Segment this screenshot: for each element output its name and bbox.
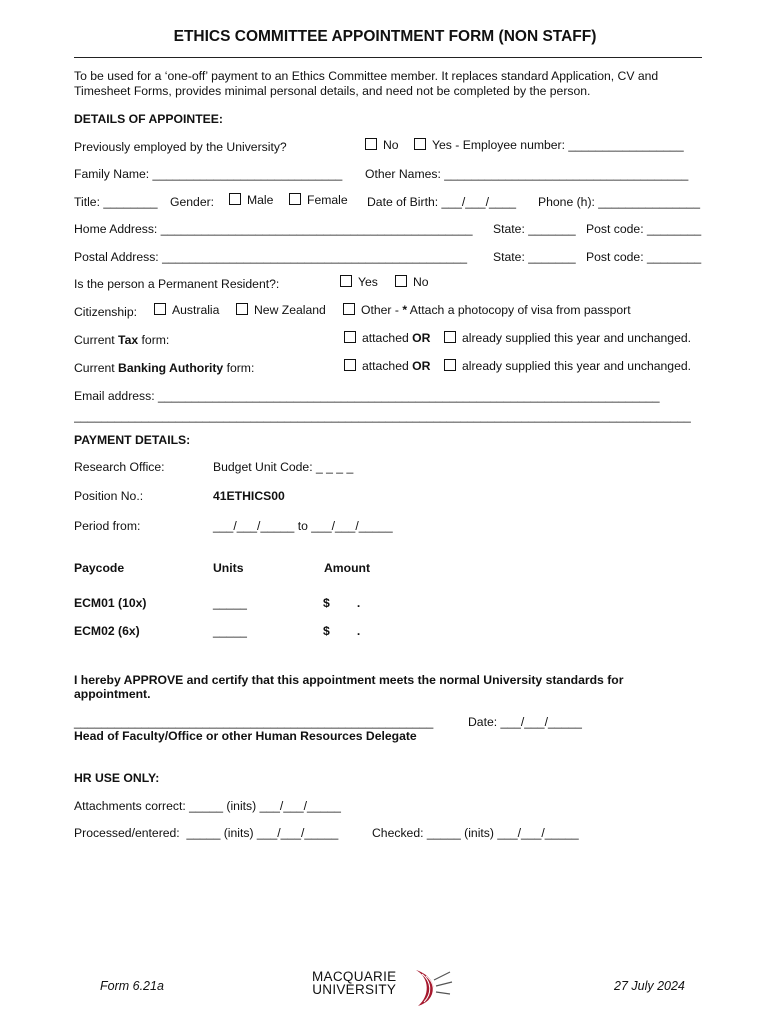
budget-code-field[interactable]: Budget Unit Code: _ _ _ _ <box>213 460 354 474</box>
yes-checkbox[interactable] <box>414 138 426 150</box>
citizenship-nz-option[interactable] <box>236 303 326 317</box>
col-amount: Amount <box>324 561 371 575</box>
logo-line-1: MACQUARIE <box>312 969 397 984</box>
hr-heading: HR USE ONLY: <box>74 771 160 785</box>
period-field[interactable]: ___/___/_____ to ___/___/_____ <box>213 519 393 533</box>
banking-form-label <box>74 361 254 375</box>
perm-resident-yes-option[interactable] <box>340 275 378 289</box>
asterisk-note: * <box>402 303 408 317</box>
no-checkbox[interactable] <box>395 275 407 287</box>
australia-label: Australia <box>172 303 220 317</box>
form-number: Form 6.21a <box>100 979 164 993</box>
citizenship-australia-option[interactable] <box>154 303 219 317</box>
paycode-row-code: ECM02 (6x) <box>74 624 140 638</box>
paycode-row-units[interactable]: _____ <box>213 596 247 610</box>
home-postcode-field[interactable]: Post code: ________ <box>586 222 702 236</box>
intro-line-2: Timesheet Forms, provides minimal personal details, and need not be completed by the person. <box>74 83 591 98</box>
footer-date: 27 July 2024 <box>614 979 685 993</box>
approval-statement <box>74 673 623 701</box>
gender-male-option[interactable] <box>229 193 273 207</box>
bank-already-option[interactable] <box>444 359 691 373</box>
or-label: OR <box>412 359 431 373</box>
already-supplied-label: already supplied this year and unchanged. <box>462 331 692 345</box>
intro-line-1: To be used for a ‘one-off’ payment to an Ethics Committee member. It replaces standard Application, CV and <box>74 69 659 83</box>
attached-label: attached <box>362 359 409 373</box>
other-checkbox[interactable] <box>343 303 355 315</box>
prev-employed-label: Previously employed by the University? <box>74 140 287 154</box>
research-office-label: Research Office: <box>74 460 165 474</box>
paycode-row-amount[interactable]: $ . <box>323 596 361 610</box>
paycode-row-units[interactable]: _____ <box>213 624 247 638</box>
attached-checkbox[interactable] <box>344 359 356 371</box>
postal-postcode-field[interactable]: Post code: ________ <box>586 250 702 264</box>
approval-line-1: I hereby APPROVE and certify that this appointment meets the normal University standards for <box>74 673 624 687</box>
home-address-field[interactable]: Home Address: ______________________________________________ <box>74 222 473 236</box>
already-supplied-checkbox[interactable] <box>444 331 456 343</box>
yes-checkbox[interactable] <box>340 275 352 287</box>
yes-label: Yes <box>358 275 378 289</box>
tax-attached-option[interactable] <box>344 331 430 345</box>
intro-text <box>74 69 658 98</box>
payment-heading: PAYMENT DETAILS: <box>74 433 191 447</box>
bank-attached-option[interactable] <box>344 359 430 373</box>
appointee-heading: DETAILS OF APPOINTEE: <box>74 112 223 126</box>
tax-form-label <box>74 333 169 347</box>
employee-number-field[interactable]: Yes - Employee number: _________________ <box>432 138 684 152</box>
citizenship-other-option[interactable] <box>343 303 631 317</box>
australia-checkbox[interactable] <box>154 303 166 315</box>
dob-field[interactable]: Date of Birth: ___/___/____ <box>367 195 517 209</box>
male-label: Male <box>247 193 274 207</box>
title-field[interactable]: Title: ________ <box>74 195 158 209</box>
delegate-label: Head of Faculty/Office or other Human Resources Delegate <box>74 729 417 743</box>
other-names-field[interactable]: Other Names: ____________________________________ <box>365 167 689 181</box>
new-zealand-label: New Zealand <box>254 303 326 317</box>
no-checkbox[interactable] <box>365 138 377 150</box>
female-checkbox[interactable] <box>289 193 301 205</box>
email-field-continued[interactable]: ___________________________________________________________________________________________ <box>74 409 691 423</box>
col-paycode: Paycode <box>74 561 125 575</box>
already-supplied-label: already supplied this year and unchanged. <box>462 359 692 373</box>
postal-state-field[interactable]: State: _______ <box>493 250 576 264</box>
title-rule <box>74 57 702 58</box>
tax-bold: Tax <box>118 333 139 347</box>
or-label: OR <box>412 331 431 345</box>
gender-female-option[interactable] <box>289 193 348 207</box>
no-label: No <box>383 138 399 152</box>
position-no-label: Position No.: <box>74 489 144 503</box>
no-label: No <box>413 275 429 289</box>
attachments-correct-field[interactable]: Attachments correct: _____ (inits) ___/___/_____ <box>74 799 341 813</box>
period-from-label: Period from: <box>74 519 141 533</box>
male-checkbox[interactable] <box>229 193 241 205</box>
logo-line-2: UNIVERSITY <box>312 982 397 997</box>
paycode-row-code: ECM01 (10x) <box>74 596 147 610</box>
bank-suffix: form: <box>223 361 255 375</box>
checked-field[interactable]: Checked: _____ (inits) ___/___/_____ <box>372 826 579 840</box>
prev-employed-no-option[interactable] <box>365 138 399 152</box>
gender-label: Gender: <box>170 195 215 209</box>
page-title: ETHICS COMMITTEE APPOINTMENT FORM (NON STAFF) <box>173 28 597 45</box>
bank-bold: Banking Authority <box>118 361 224 375</box>
tax-already-option[interactable] <box>444 331 691 345</box>
postal-address-field[interactable]: Postal Address: _____________________________________________ <box>74 250 468 264</box>
email-field[interactable]: Email address: __________________________________________________________________________ <box>74 389 660 403</box>
logo-wordmark <box>312 970 396 996</box>
already-supplied-checkbox[interactable] <box>444 359 456 371</box>
signature-line[interactable]: _____________________________________________________ <box>74 715 434 729</box>
perm-resident-label: Is the person a Permanent Resident?: <box>74 277 280 291</box>
female-label: Female <box>307 193 348 207</box>
new-zealand-checkbox[interactable] <box>236 303 248 315</box>
approval-date-field[interactable]: Date: ___/___/_____ <box>468 715 582 729</box>
perm-resident-no-option[interactable] <box>395 275 429 289</box>
attached-checkbox[interactable] <box>344 331 356 343</box>
lighthouse-emblem-icon <box>408 964 454 1010</box>
phone-field[interactable]: Phone (h): _______________ <box>538 195 700 209</box>
paycode-row-amount[interactable]: $ . <box>323 624 361 638</box>
bank-prefix: Current <box>74 361 119 375</box>
attached-label: attached <box>362 331 409 345</box>
other-prefix: Other - <box>361 303 403 317</box>
home-state-field[interactable]: State: _______ <box>493 222 576 236</box>
prev-employed-yes-option[interactable] <box>414 138 684 152</box>
tax-suffix: form: <box>138 333 170 347</box>
tax-prefix: Current <box>74 333 119 347</box>
university-logo <box>312 970 396 996</box>
approval-line-2: appointment. <box>74 687 151 701</box>
processed-entered-field[interactable]: Processed/entered: _____ (inits) ___/___/_____ <box>74 826 339 840</box>
family-name-field[interactable]: Family Name: ____________________________ <box>74 167 343 181</box>
position-no-value: 41ETHICS00 <box>213 489 285 503</box>
col-units: Units <box>213 561 244 575</box>
citizenship-label: Citizenship: <box>74 305 137 319</box>
visa-note: Attach a photocopy of visa from passport <box>407 303 631 317</box>
